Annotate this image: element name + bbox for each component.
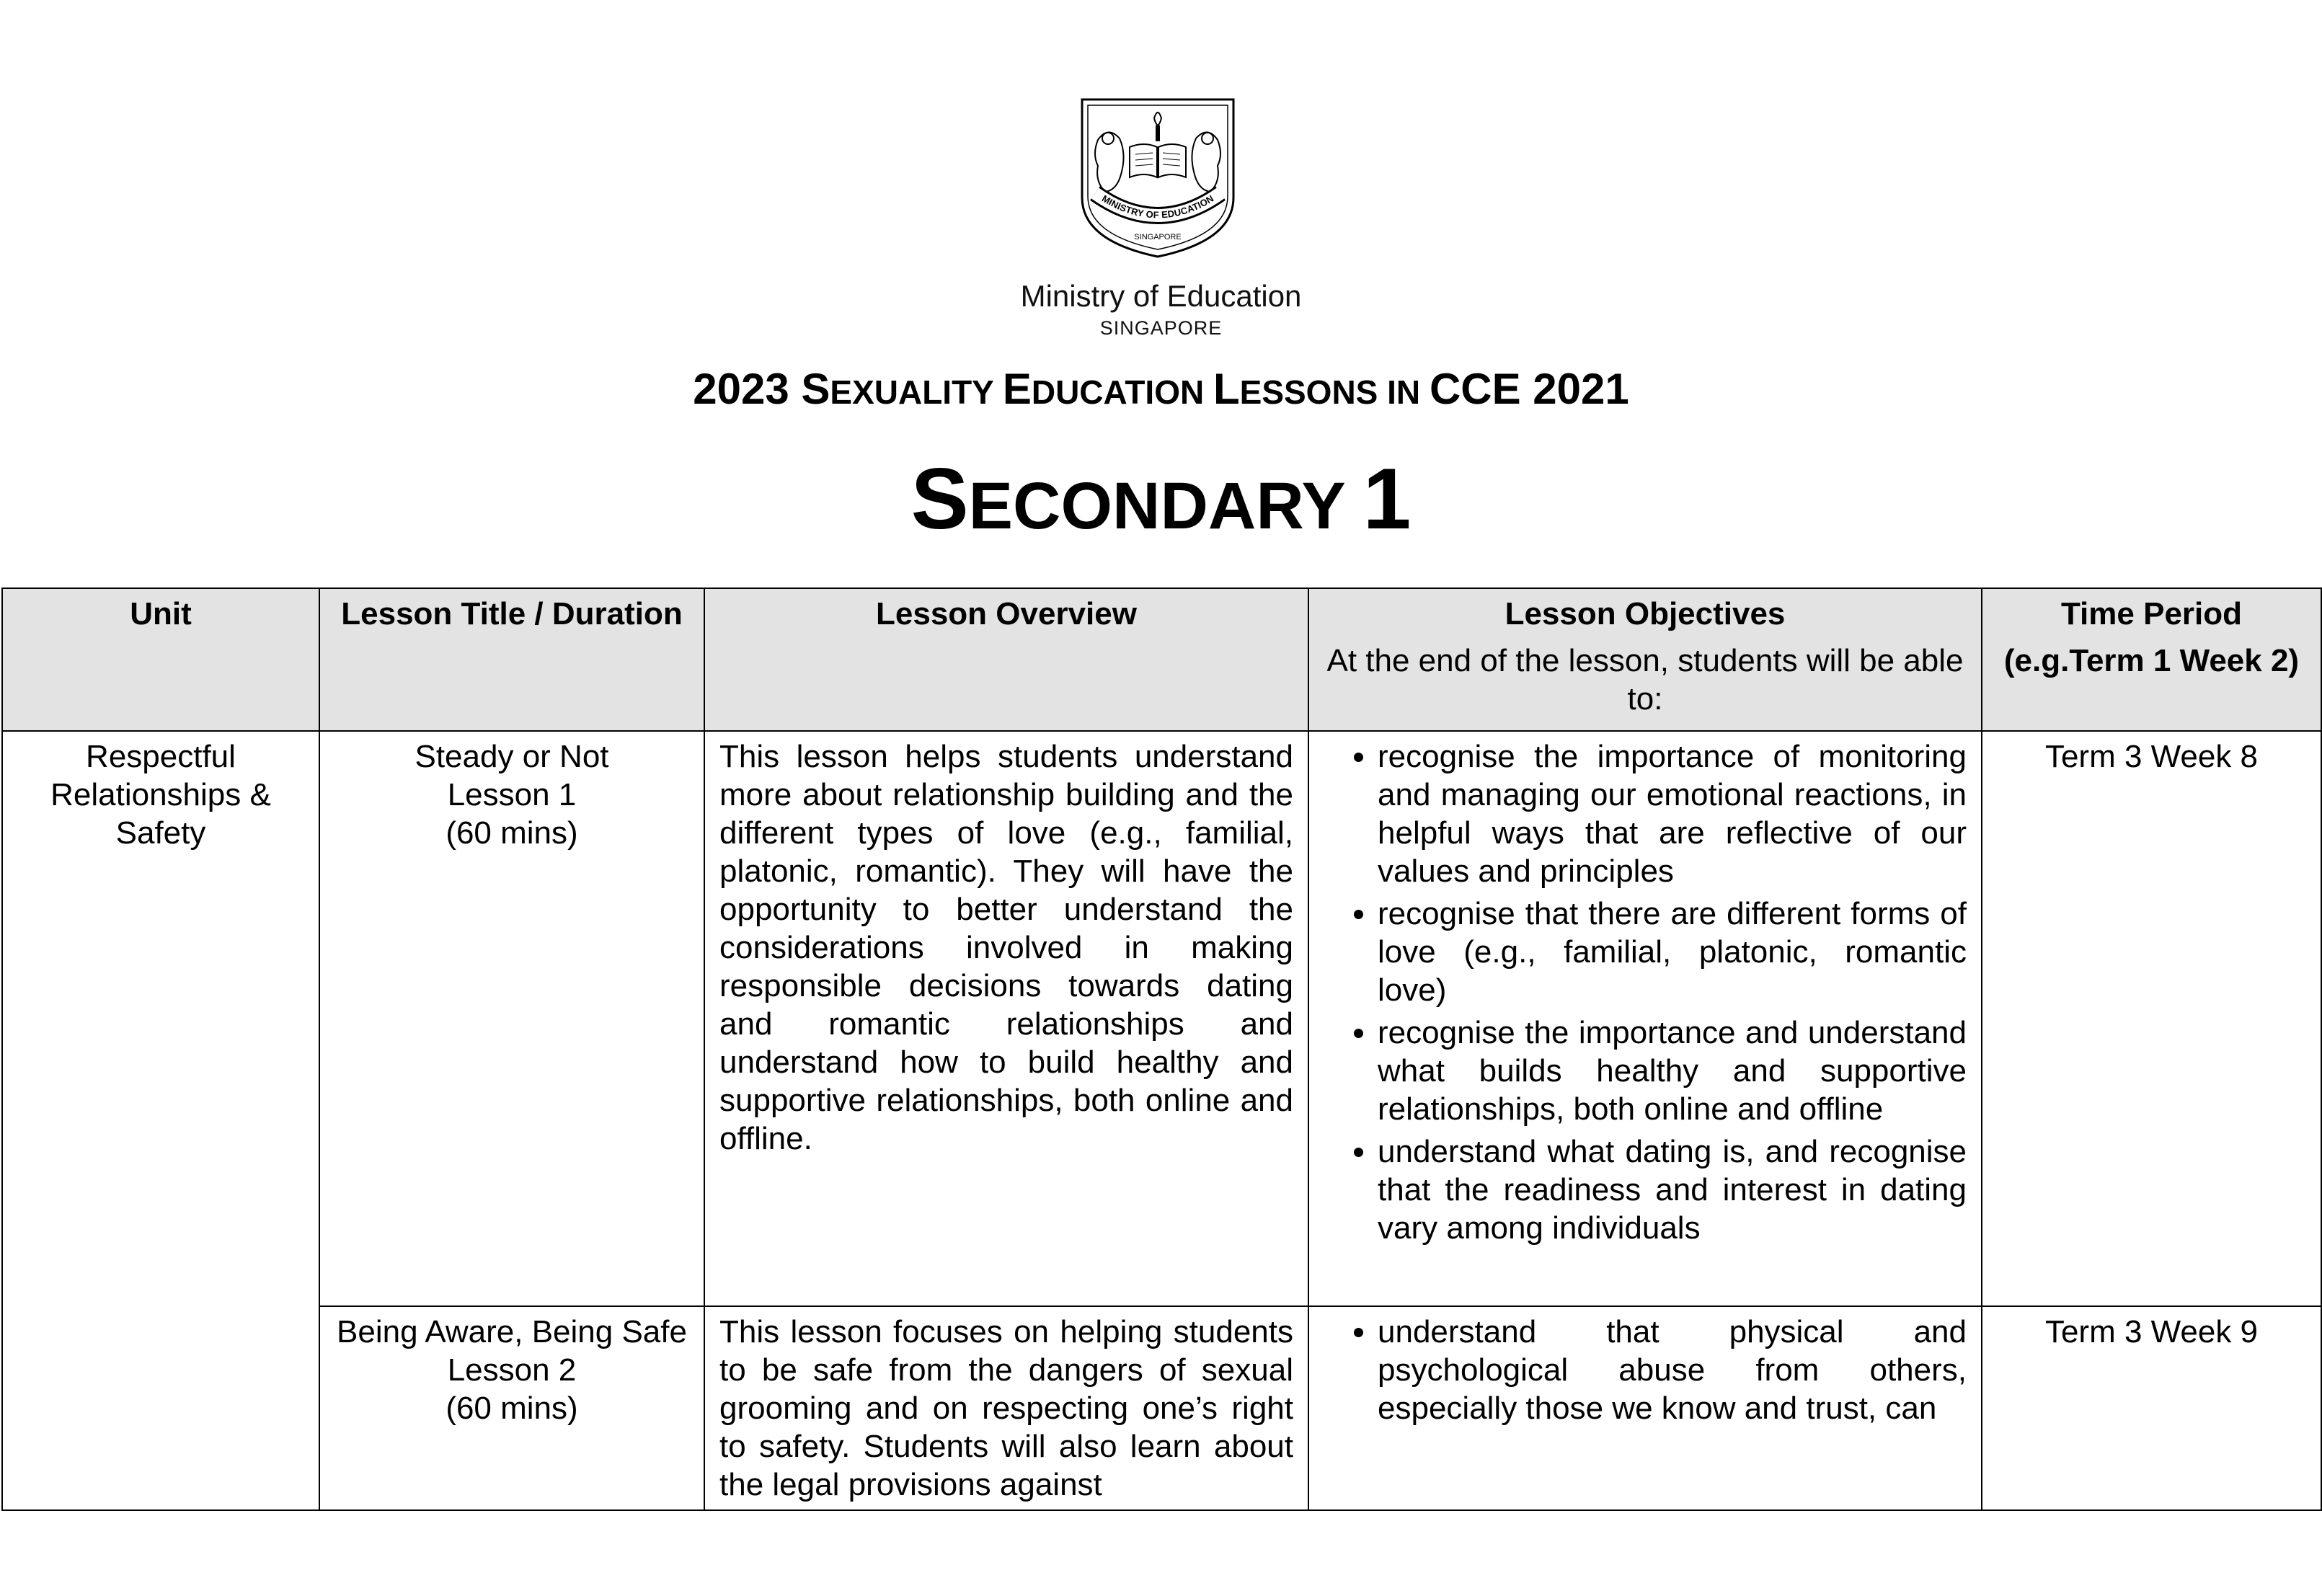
time-period-cell: Term 3 Week 8 [1982,731,2321,1306]
header-time-period [1982,588,2321,731]
lesson-objectives-cell [1308,731,1982,1306]
objectives-list [1324,1313,1967,1427]
crest-bottom-text: SINGAPORE [1134,233,1182,241]
lesson-title: Steady or Not [415,739,609,774]
header-objectives-sub: At the end of the lesson, students will be able to: [1326,643,1964,717]
table-header-row [2,588,2321,731]
level-title: SECONDARY 1 [910,451,1412,547]
ministry-country: SINGAPORE [1099,317,1223,339]
time-period-cell: Term 3 Week 9 [1982,1306,2321,1510]
objective-item: • recognise the importance and understand what builds healthy and supportive relationships, both online and offline [1378,1014,1967,1128]
lessons-table [1,588,2322,1511]
lesson-number: Lesson 2 [447,1352,577,1388]
crest-band-text: MINISTRY OF EDUCATION [1100,192,1215,221]
header-overview: Lesson Overview [704,588,1308,731]
objective-item: • understand that physical and psychological abuse from others, especially those we know and trust, can [1378,1313,1967,1427]
header-objectives [1308,588,1982,731]
objective-item: • recognise the importance of monitoring and managing our emotional reactions, in helpful ways that are reflective of our values and principles [1378,737,1967,890]
lesson-objectives-cell [1308,1306,1982,1510]
lesson-title-cell [319,731,704,1306]
lesson-title-cell [319,1306,704,1510]
lesson-overview-cell: This lesson focuses on helping students to be safe from the dangers of sexual grooming and on respecting one’s right to safety. Students will also learn about the legal provisions against [704,1306,1308,1510]
objectives-list [1324,737,1967,1247]
lesson-title: Being Aware, Being Safe [337,1314,687,1349]
table-row [2,731,2321,1306]
lesson-duration: (60 mins) [446,1391,578,1426]
document-title: 2023 SEXUALITY EDUCATION LESSONS IN CCE 2021 [693,365,1629,413]
header-time-period-sub: (e.g.Term 1 Week 2) [2003,643,2300,678]
header-time-period-title: Time Period [2060,596,2243,631]
objective-item: • recognise that there are different forms of love (e.g., familial, platonic, romantic love) [1378,895,1967,1009]
moe-crest-logo [1079,97,1236,260]
header-objectives-title: Lesson Objectives [1505,596,1786,631]
lesson-overview-cell: This lesson helps students understand more about relationship building and the different types of love (e.g., familial, platonic, romantic). They will have the opportunity to better understand the considerations involved in making responsible decisions towards dating and romantic relationships and understand how to build healthy and supportive relationships, both online and offline. [704,731,1308,1306]
ministry-name: Ministry of Education [1020,279,1302,313]
lesson-number: Lesson 1 [447,777,577,812]
objective-item: • understand what dating is, and recognise that the readiness and interest in dating vary among individuals [1378,1132,1967,1247]
table-row [2,1306,2321,1510]
header-unit: Unit [2,588,319,731]
header-lesson-title: Lesson Title / Duration [319,588,704,731]
unit-cell: Respectful Relationships & Safety [2,731,319,1510]
lesson-duration: (60 mins) [446,815,578,851]
